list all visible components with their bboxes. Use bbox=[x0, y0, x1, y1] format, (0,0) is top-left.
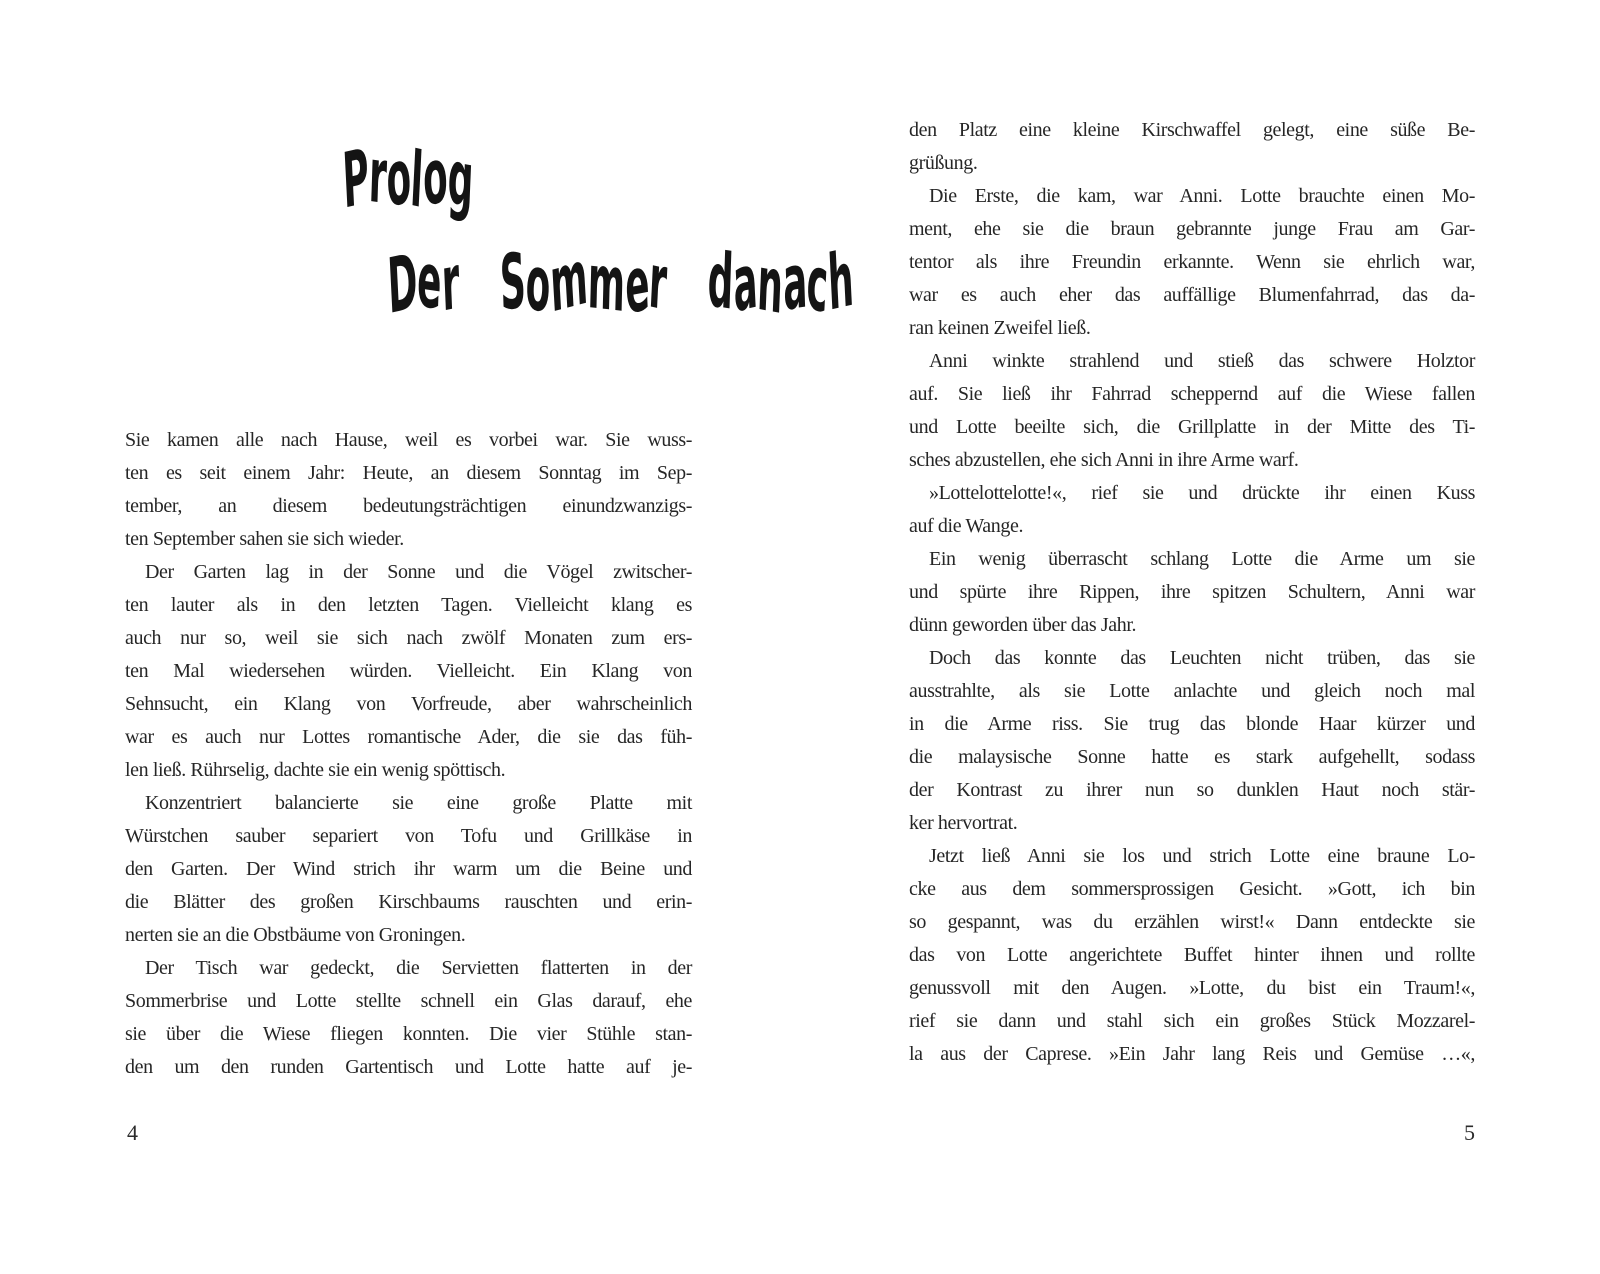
text-line: ment, ehe sie die braun gebrannte junge Frau am Gar- bbox=[909, 218, 1475, 240]
text-line: den um den runden Gartentisch und Lotte hatte auf je- bbox=[125, 1056, 692, 1078]
text-line: in die Arme riss. Sie trug das blonde Haar kürzer und bbox=[909, 713, 1475, 735]
text-line: rief sie dann und stahl sich ein großes Stück Mozzarel- bbox=[909, 1010, 1475, 1032]
text-line: ker hervortrat. bbox=[909, 812, 1018, 834]
right-page-number: 5 bbox=[1464, 1120, 1475, 1145]
text-line: tentor als ihre Freundin erkannte. Wenn sie ehrlich war, bbox=[909, 251, 1475, 273]
text-line: Der Tisch war gedeckt, die Servietten flatterten in der bbox=[145, 957, 692, 979]
text-line: ten September sahen sie sich wieder. bbox=[125, 528, 404, 550]
left-page-number: 4 bbox=[127, 1120, 138, 1145]
text-line: ran keinen Zweifel ließ. bbox=[909, 317, 1091, 339]
text-line: nerten sie an die Obstbäume von Groningen. bbox=[125, 924, 466, 946]
text-line: Sehnsucht, ein Klang von Vorfreude, aber wahrscheinlich bbox=[125, 693, 692, 715]
text-line: sches abzustellen, ehe sich Anni in ihre Arme warf. bbox=[909, 449, 1299, 471]
text-line: ten lauter als in den letzten Tagen. Vielleicht klang es bbox=[125, 594, 692, 616]
text-line: den Garten. Der Wind strich ihr warm um die Beine und bbox=[125, 858, 692, 880]
text-line: Würstchen sauber separiert von Tofu und Grillkäse in bbox=[125, 825, 692, 847]
chapter-subtitle-text: Der Sommer danach bbox=[385, 231, 856, 332]
text-line: Anni winkte strahlend und stieß das schwere Holztor bbox=[929, 350, 1475, 372]
text-line: die Blätter des großen Kirschbaums rauschten und erin- bbox=[125, 891, 692, 913]
text-line: cke aus dem sommersprossigen Gesicht. »Gott, ich bin bbox=[909, 878, 1475, 900]
text-line: den Platz eine kleine Kirschwaffel gelegt, eine süße Be- bbox=[909, 119, 1475, 141]
text-line: ten es seit einem Jahr: Heute, an diesem Sonntag im Sep- bbox=[125, 462, 692, 484]
text-line: Die Erste, die kam, war Anni. Lotte brauchte einen Mo- bbox=[929, 185, 1475, 207]
text-line: Konzentriert balancierte sie eine große Platte mit bbox=[145, 792, 692, 814]
text-line: grüßung. bbox=[909, 152, 978, 174]
text-line: »Lottelottelotte!«, rief sie und drückte ihr einen Kuss bbox=[929, 482, 1475, 504]
text-line: so gespannt, was du erzählen wirst!« Dann entdeckte sie bbox=[909, 911, 1475, 933]
text-line: Sie kamen alle nach Hause, weil es vorbei war. Sie wuss- bbox=[125, 429, 692, 451]
text-line: Jetzt ließ Anni sie los und strich Lotte eine braune Lo- bbox=[929, 845, 1475, 867]
chapter-title-text: Prolog bbox=[341, 129, 476, 226]
text-line: Sommerbrise und Lotte stellte schnell ein Glas darauf, ehe bbox=[125, 990, 692, 1012]
text-line: ausstrahlte, als sie Lotte anlachte und gleich noch mal bbox=[909, 680, 1475, 702]
text-line: len ließ. Rührselig, dachte sie ein wenig spöttisch. bbox=[125, 759, 506, 781]
text-line: und spürte ihre Rippen, ihre spitzen Schultern, Anni war bbox=[909, 581, 1475, 603]
text-line: genussvoll mit den Augen. »Lotte, du bist ein Traum!«, bbox=[909, 977, 1475, 999]
text-line: auch nur so, weil sie sich nach zwölf Monaten zum ers- bbox=[125, 627, 692, 649]
text-line: die malaysische Sonne hatte es stark aufgehellt, sodass bbox=[909, 746, 1475, 768]
text-line: der Kontrast zu ihrer nun so dunklen Haut noch stär- bbox=[909, 779, 1475, 801]
text-line: ten Mal wiedersehen würden. Vielleicht. Ein Klang von bbox=[125, 660, 692, 682]
text-line: la aus der Caprese. »Ein Jahr lang Reis und Gemüse …«, bbox=[909, 1043, 1475, 1065]
text-line: sie über die Wiese fliegen konnten. Die vier Stühle stan- bbox=[125, 1023, 692, 1045]
text-line: war es auch nur Lottes romantische Ader, die sie das füh- bbox=[125, 726, 692, 748]
text-line: tember, an diesem bedeutungsträchtigen einundzwanzigs- bbox=[125, 495, 692, 517]
text-line: auf die Wange. bbox=[909, 515, 1024, 537]
text-line: Der Garten lag in der Sonne und die Vögel zwitscher- bbox=[145, 561, 692, 583]
text-line: war es auch eher das auffällige Blumenfahrrad, das da- bbox=[909, 284, 1475, 306]
text-line: Ein wenig überrascht schlang Lotte die Arme um sie bbox=[929, 548, 1475, 570]
text-line: auf. Sie ließ ihr Fahrrad scheppernd auf die Wiese fallen bbox=[909, 383, 1475, 405]
text-line: das von Lotte angerichtete Buffet hinter ihnen und rollte bbox=[909, 944, 1475, 966]
text-line: und Lotte beeilte sich, die Grillplatte in der Mitte des Ti- bbox=[909, 416, 1475, 438]
text-line: Doch das konnte das Leuchten nicht trüben, das sie bbox=[929, 647, 1475, 669]
right-page-body-text bbox=[909, 114, 1475, 1071]
text-line: dünn geworden über das Jahr. bbox=[909, 614, 1137, 636]
